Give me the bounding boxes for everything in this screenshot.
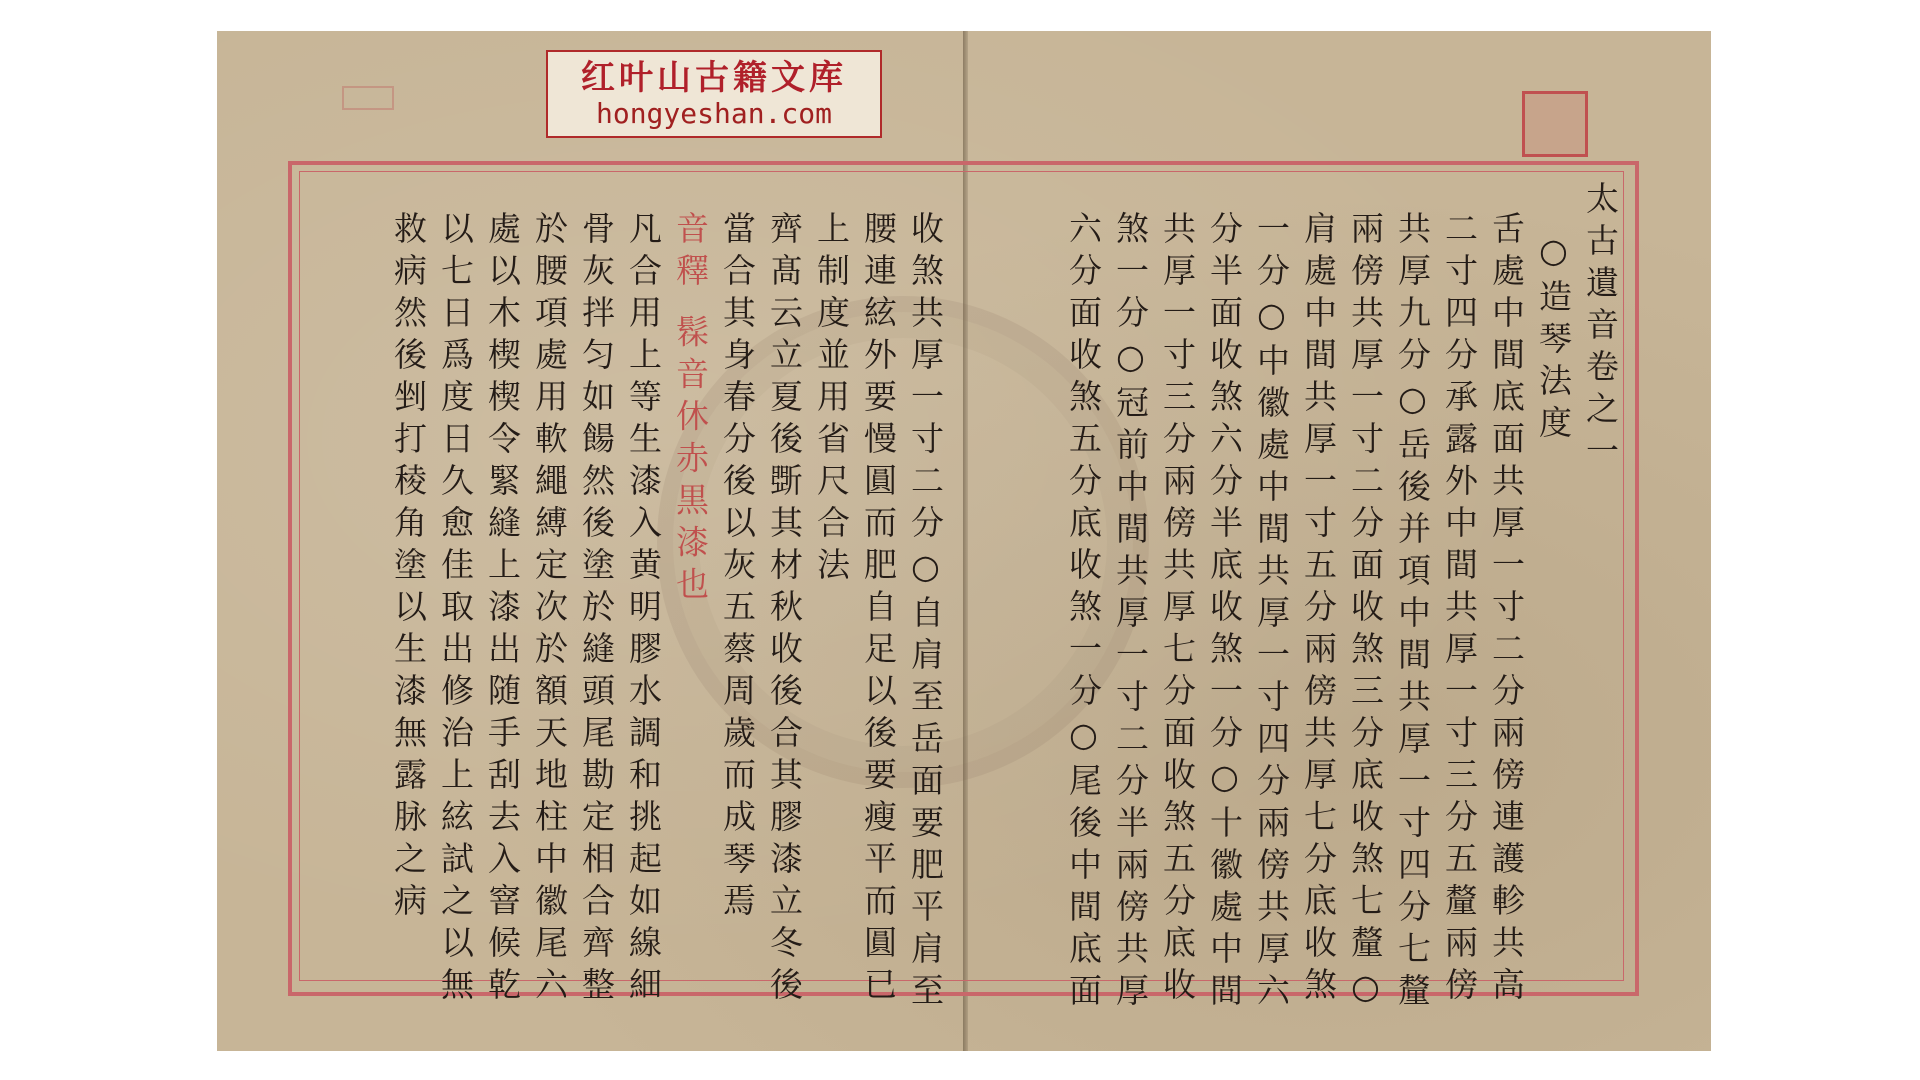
volume-title: 太古遺音卷之一 — [1581, 181, 1620, 475]
text-column: 煞一分○冠前中間共厚一寸二分半兩傍共厚 — [1111, 211, 1150, 1015]
text-column: 舌處中間底面共厚一寸二分兩傍連護軫共高 — [1487, 211, 1526, 1009]
text-column: 齊髙云立夏後斲其材秋收後合其膠漆立冬後 — [765, 211, 804, 1009]
text-column: 凡合用上等生漆入黄明膠水調和挑起如線細 — [624, 211, 663, 1009]
text-column: 共厚一寸三分兩傍共厚七分面收煞五分底收 — [1158, 211, 1197, 1009]
site-name: 红叶山古籍文库 — [581, 58, 847, 98]
text-column: 一分○中徽處中間共厚一寸四分兩傍共厚六 — [1252, 211, 1291, 1015]
text-column: 共厚九分○岳後并項中間共厚一寸四分七釐 — [1393, 211, 1432, 1015]
text-column: 上制度並用省尺合法 — [812, 211, 851, 589]
text-column: 肩處中間共厚一寸五分兩傍共厚七分底收煞 — [1299, 211, 1338, 1009]
text-column-annotation: 音釋 髹音休赤黒漆也 — [671, 211, 710, 609]
text-column: 六分面收煞五分底收煞一分○尾後中間底面 — [1064, 211, 1103, 1015]
text-column: 處以木楔楔令緊縫上漆出随手刮去入窨候乾 — [483, 211, 522, 1009]
site-url: hongyeshan.com — [595, 97, 832, 130]
text-column: 骨灰拌匀如餳然後塗於縫頭尾勘定相合齊整 — [577, 211, 616, 1009]
text-column: 兩傍共厚一寸二分面收煞三分底收煞七釐○ — [1346, 211, 1385, 1015]
text-column: 二寸四分承露外中間共厚一寸三分五釐兩傍 — [1440, 211, 1479, 1009]
text-column: 分半面收煞六分半底收煞一分○十徽處中間 — [1205, 211, 1244, 1015]
faint-seal-stamp — [342, 86, 394, 110]
site-banner — [546, 50, 882, 138]
text-column: 當合其身春分後以灰五蔡周歲而成琴焉 — [718, 211, 757, 925]
text-column: 救病然後剉打稜角塗以生漆無露脉之病 — [389, 211, 428, 925]
book-scan — [217, 31, 1711, 1051]
collector-seal-stamp — [1522, 91, 1588, 157]
text-column: 於腰項處用軟繩縛定次於額天地柱中徽尾六 — [530, 211, 569, 1009]
section-heading: ○造琴法度 — [1534, 231, 1573, 447]
text-column: 腰連絃外要慢圓而肥自足以後要瘦平而圓已 — [859, 211, 898, 1009]
text-column: 以七日爲度日久愈佳取出修治上絃試之以無 — [436, 211, 475, 1009]
text-column: 收煞共厚一寸二分○自肩至岳面要肥平肩至 — [906, 211, 945, 1015]
